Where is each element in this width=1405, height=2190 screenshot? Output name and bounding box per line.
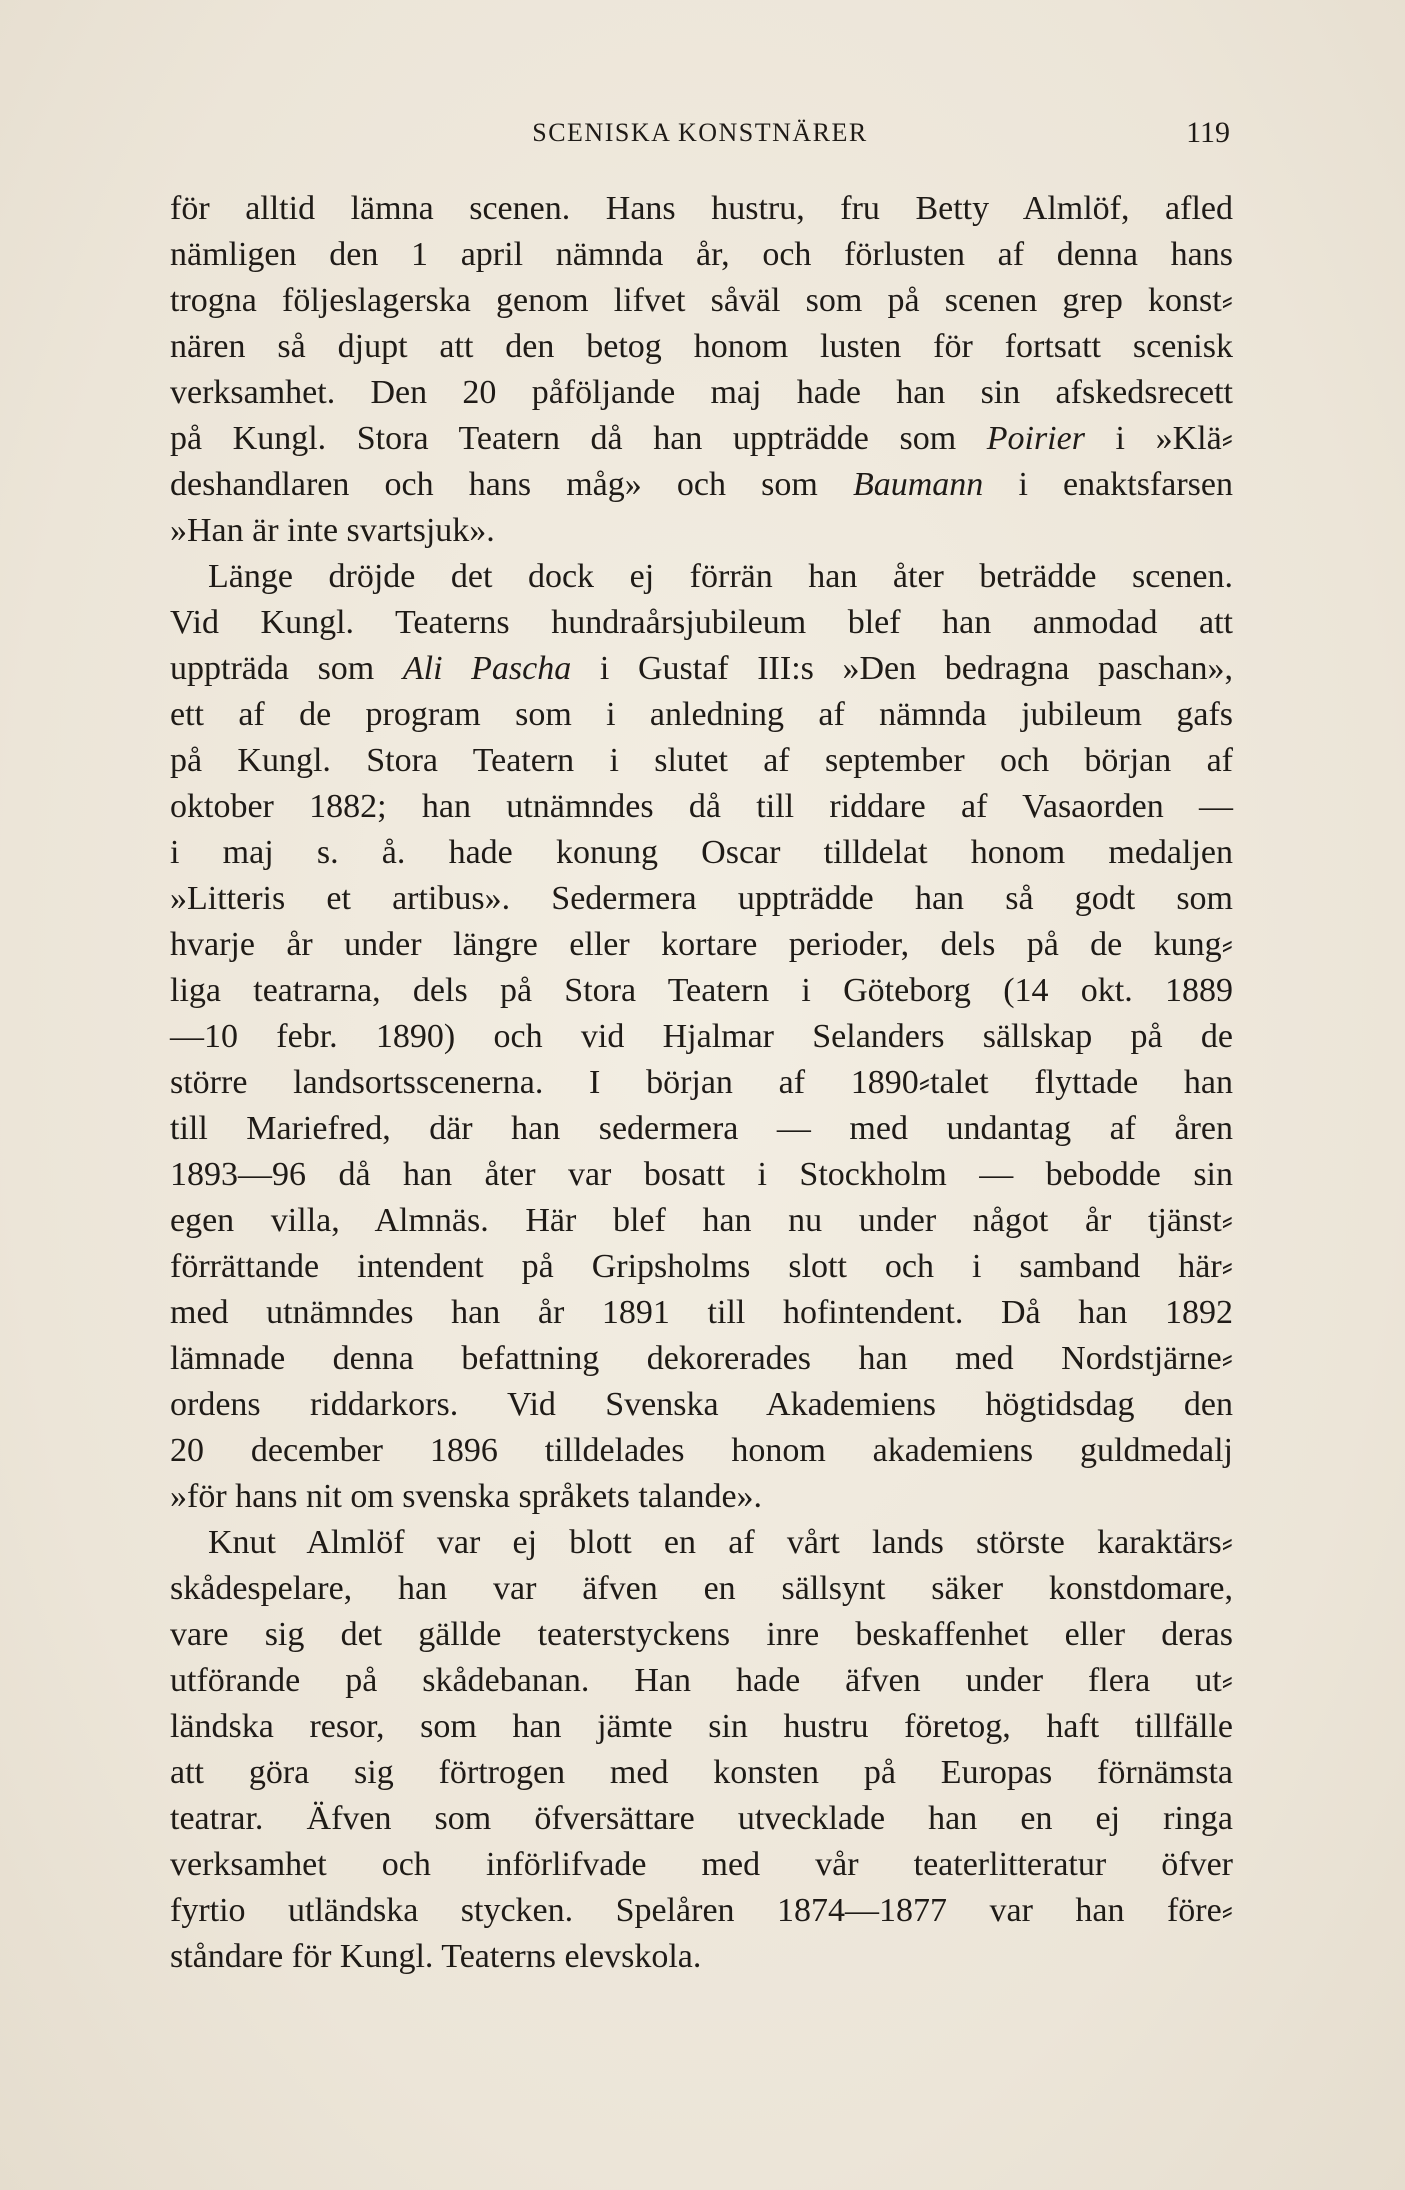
page-number: 119 (1186, 116, 1230, 149)
text-line (170, 1244, 1233, 1290)
text-line (170, 370, 1233, 416)
text-line (170, 1382, 1233, 1428)
text-line (170, 692, 1233, 738)
page-header (170, 118, 1230, 158)
text-segment: teatrar. Äfven som öfversättare utvecklade han en ej ringa (170, 1800, 1233, 1837)
text-line (170, 1060, 1233, 1106)
text-line (170, 1198, 1233, 1244)
text-segment: lämnade denna befattning dekorerades han med Nordstjärne⸗ (170, 1340, 1233, 1377)
text-segment: vare sig det gällde teaterstyckens inre beskaffenhet eller deras (170, 1616, 1233, 1653)
text-segment: till Mariefred, där han sedermera — med undantag af åren (170, 1110, 1233, 1147)
italic-role-name: Baumann (852, 466, 984, 503)
text-segment: i maj s. å. hade konung Oscar tilldelat honom medaljen (170, 834, 1233, 871)
text-segment: Länge dröjde det dock ej förrän han åter beträdde scenen. (208, 558, 1233, 595)
text-line (170, 876, 1233, 922)
text-segment: trogna följeslagerska genom lifvet såväl som på scenen grep konst⸗ (170, 282, 1233, 319)
text-segment: verksamhet och införlifvade med vår teaterlitteratur öfver (170, 1846, 1233, 1883)
text-line (170, 508, 1233, 554)
text-line (170, 922, 1233, 968)
text-line (170, 462, 1233, 508)
text-segment: Vid Kungl. Teaterns hundraårsjubileum blef han anmodad att (170, 604, 1233, 641)
text-segment: större landsortsscenerna. I början af 1890⸗talet flyttade han (170, 1064, 1233, 1101)
text-segment: »Han är inte svartsjuk». (170, 512, 495, 549)
text-segment: »Litteris et artibus». Sedermera uppträdde han så godt som (170, 880, 1233, 917)
text-line (170, 1888, 1233, 1934)
text-segment: på Kungl. Stora Teatern i slutet af september och början af (170, 742, 1233, 779)
text-segment: deshandlaren och hans måg» och som (170, 466, 853, 503)
text-line (170, 416, 1233, 462)
running-head: SCENISKA KONSTNÄRER (532, 118, 868, 147)
text-line (170, 232, 1233, 278)
text-line (170, 600, 1233, 646)
text-line (170, 1336, 1233, 1382)
text-line (170, 1428, 1233, 1474)
text-line (170, 1658, 1233, 1704)
text-segment: ordens riddarkors. Vid Svenska Akademiens högtidsdag den (170, 1386, 1233, 1423)
text-line (170, 830, 1233, 876)
text-line (170, 186, 1233, 232)
text-line (170, 738, 1233, 784)
text-segment: ståndare för Kungl. Teaterns elevskola. (170, 1938, 702, 1975)
text-line (170, 1566, 1233, 1612)
text-segment: skådespelare, han var äfven en sällsynt säker konstdomare, (170, 1570, 1233, 1607)
text-line (170, 1934, 1233, 1980)
text-segment: i Gustaf III:s »Den bedragna paschan», (571, 650, 1233, 687)
text-line (170, 1796, 1233, 1842)
italic-role-name: Poirier (986, 420, 1085, 457)
text-line (170, 1612, 1233, 1658)
text-line (170, 1750, 1233, 1796)
text-segment: utförande på skådebanan. Han hade äfven under flera ut⸗ (170, 1662, 1233, 1699)
text-segment: med utnämndes han år 1891 till hofintendent. Då han 1892 (170, 1294, 1233, 1331)
text-line (170, 1152, 1233, 1198)
text-line (170, 278, 1233, 324)
text-segment: att göra sig förtrogen med konsten på Europas förnämsta (170, 1754, 1233, 1791)
text-segment: Knut Almlöf var ej blott en af vårt lands störste karaktärs⸗ (208, 1524, 1233, 1561)
text-segment: egen villa, Almnäs. Här blef han nu under något år tjänst⸗ (170, 1202, 1233, 1239)
text-segment: nären så djupt att den betog honom lusten för fortsatt scenisk (170, 328, 1233, 365)
text-line (170, 1290, 1233, 1336)
text-line (170, 1474, 1233, 1520)
text-line (170, 1842, 1233, 1888)
text-line (170, 968, 1233, 1014)
text-segment: nämligen den 1 april nämnda år, och förlusten af denna hans (170, 236, 1233, 273)
text-line (170, 784, 1233, 830)
text-line (170, 1106, 1233, 1152)
text-line (170, 1704, 1233, 1750)
text-segment: »för hans nit om svenska språkets talande». (170, 1478, 763, 1515)
text-line (170, 554, 1233, 600)
text-segment: uppträda som (170, 650, 403, 687)
text-segment: oktober 1882; han utnämndes då till riddare af Vasaorden — (170, 788, 1233, 825)
text-segment: för alltid lämna scenen. Hans hustru, fru Betty Almlöf, afled (170, 190, 1233, 227)
text-segment: på Kungl. Stora Teatern då han uppträdde som (170, 420, 987, 457)
text-segment: 20 december 1896 tilldelades honom akademiens guldmedalj (170, 1432, 1233, 1469)
text-line (170, 646, 1233, 692)
text-segment: hvarje år under längre eller kortare perioder, dels på de kung⸗ (170, 926, 1233, 963)
text-line (170, 1014, 1233, 1060)
text-segment: förrättande intendent på Gripsholms slott och i samband här⸗ (170, 1248, 1233, 1285)
text-segment: ländska resor, som han jämte sin hustru företog, haft tillfälle (170, 1708, 1233, 1745)
text-segment: i enaktsfarsen (983, 466, 1233, 503)
text-line (170, 324, 1233, 370)
text-segment: fyrtio utländska stycken. Spelåren 1874—1877 var han före⸗ (170, 1892, 1233, 1929)
text-segment: verksamhet. Den 20 påföljande maj hade han sin afskedsrecett (170, 374, 1233, 411)
text-line (170, 1520, 1233, 1566)
text-segment: —10 febr. 1890) och vid Hjalmar Selanders sällskap på de (170, 1018, 1233, 1055)
italic-role-name: Ali Pascha (402, 650, 572, 687)
text-segment: 1893—96 då han åter var bosatt i Stockholm — bebodde sin (170, 1156, 1233, 1193)
text-segment: liga teatrarna, dels på Stora Teatern i Göteborg (14 okt. 1889 (170, 972, 1233, 1009)
text-segment: i »Klä⸗ (1084, 420, 1233, 457)
body-text (170, 186, 1233, 1980)
text-segment: ett af de program som i anledning af nämnda jubileum gafs (170, 696, 1233, 733)
